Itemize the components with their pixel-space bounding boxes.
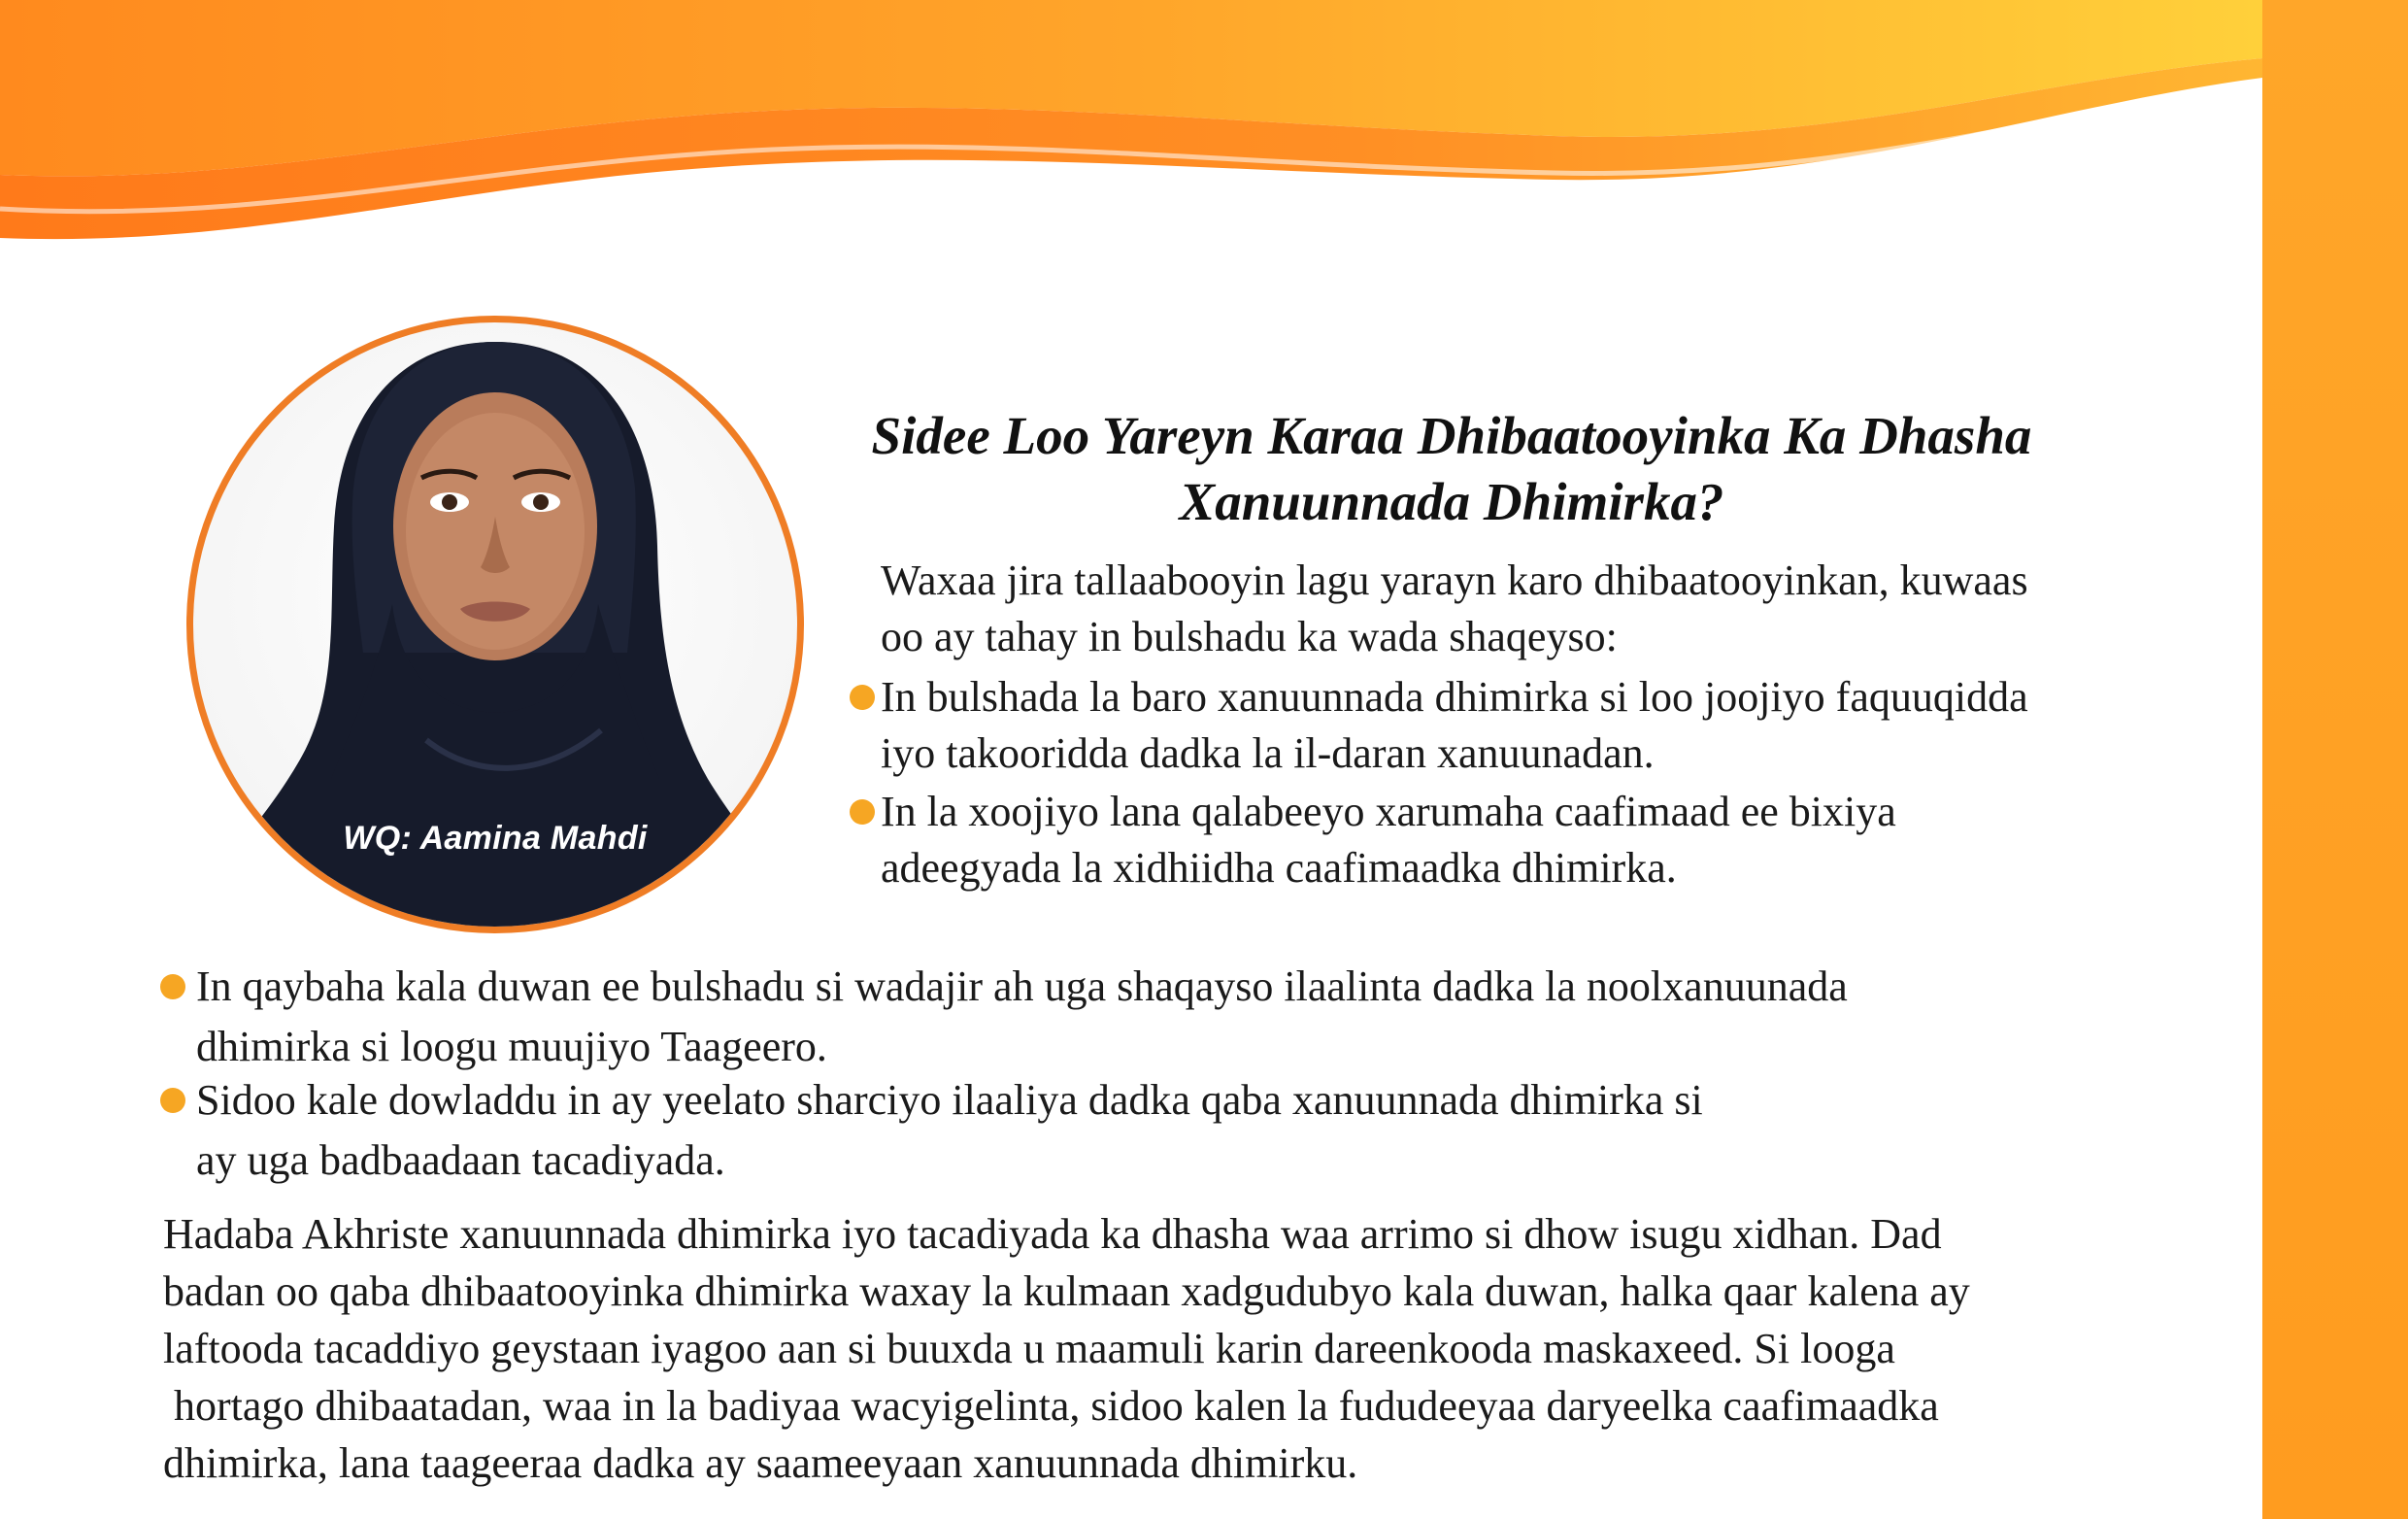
author-portrait [186, 316, 804, 933]
orange-side-bar [2262, 0, 2408, 1519]
intro-line-2: oo ay tahay in bulshadu ka wada shaqeyso: [881, 613, 1618, 660]
bullet-2-line-1: In la xoojiyo lana qalabeeyo xarumaha caafimaad ee bixiya [881, 788, 1896, 835]
article-title-line-1: Sidee Loo Yareyn Karaa Dhibaatooyinka Ka Dhasha [871, 406, 2032, 465]
closing-line-1: Hadaba Akhriste xanuunnada dhimirka iyo tacadiyada ka dhasha waa arrimo si dhow isugu xidhan. Dad [163, 1210, 1942, 1258]
bullet-dot [160, 974, 185, 999]
bullet-3-line-2: dhimirka si loogu muujiyo Taageero. [196, 1023, 827, 1070]
bullet-4-line-1: Sidoo kale dowladdu in ay yeelato sharciyo ilaaliya dadka qaba xanuunnada dhimirka si [196, 1076, 1703, 1124]
closing-line-3: laftooda tacaddiyo geystaan iyagoo aan si buuxda u maamuli karin dareenkooda maskaxeed. Si looga [163, 1325, 1895, 1372]
bullet-2-line-2: adeegyada la xidhiidha caafimaadka dhimirka. [881, 844, 1677, 892]
bullet-4-line-2: ay uga badbaadaan tacadiyada. [196, 1136, 725, 1184]
closing-line-5: dhimirka, lana taageeraa dadka ay saameeyaan xanuunnada dhimirku. [163, 1439, 1358, 1487]
author-caption: WQ: Aamina Mahdi [343, 820, 648, 857]
bullet-dot [850, 685, 875, 710]
bullet-dot [850, 799, 875, 825]
bullet-1-line-1: In bulshada la baro xanuunnada dhimirka si loo joojiyo faquuqidda [881, 673, 2028, 721]
closing-line-2: badan oo qaba dhibaatooyinka dhimirka waxay la kulmaan xadgudubyo kala duwan, halka qaar kalena ay [163, 1267, 1970, 1315]
bullet-1-line-2: iyo takooridda dadka la il-daran xanuunadan. [881, 729, 1655, 777]
bullet-3-line-1: In qaybaha kala duwan ee bulshadu si wadajir ah uga shaqayso ilaalinta dadka la noolxanuunada [196, 962, 1848, 1010]
orange-wave-header [0, 0, 2262, 262]
intro-line-1: Waxaa jira tallaabooyin lagu yarayn karo dhibaatooyinkan, kuwaas [881, 557, 2028, 604]
bullet-dot [160, 1088, 185, 1113]
closing-line-4: hortago dhibaatadan, waa in la badiyaa wacyigelinta, sidoo kalen la fududeeyaa daryeelka caafimaadka [163, 1382, 1939, 1430]
article-title-line-2: Xanuunnada Dhimirka? [1179, 472, 1724, 531]
